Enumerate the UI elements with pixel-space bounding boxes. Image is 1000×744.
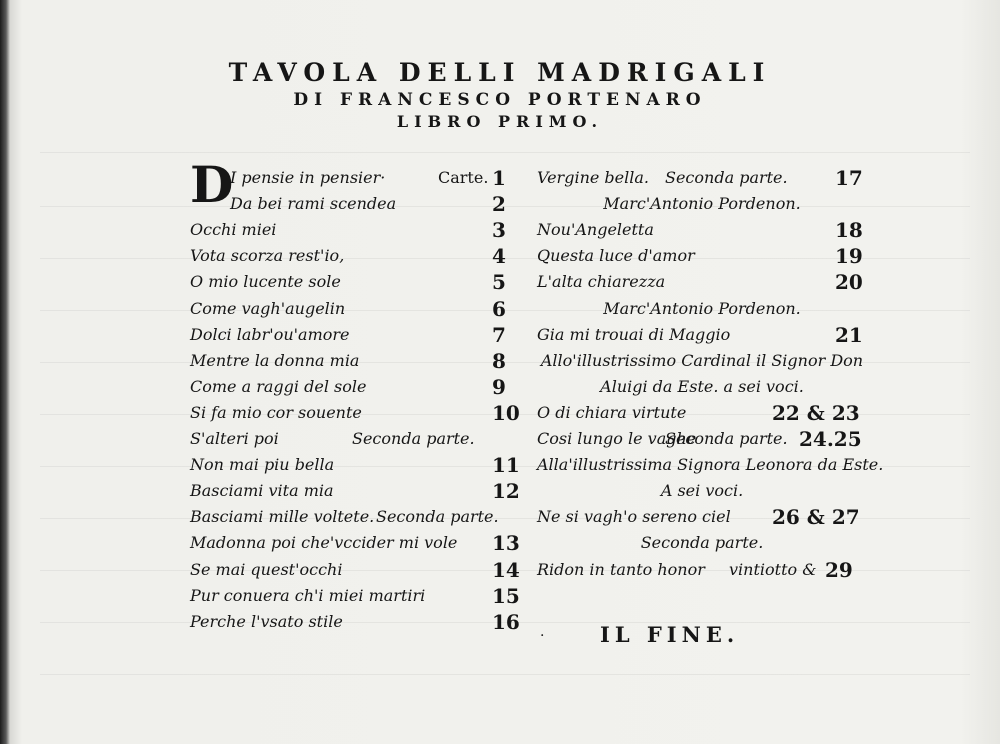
entry-note: vintiotto & xyxy=(729,559,817,579)
entry-page-number: 15 xyxy=(492,583,520,608)
dedication-line: Marc'Antonio Pordenon. xyxy=(603,298,801,318)
index-entry xyxy=(537,400,867,426)
entry-page-number: 3 xyxy=(492,218,506,243)
separator-dot: · xyxy=(540,628,545,644)
entry-page-number: 20 xyxy=(835,270,863,295)
index-entry xyxy=(537,557,867,583)
entry-title: Mentre la donna mia xyxy=(190,350,360,370)
index-entry xyxy=(190,243,520,269)
entry-page-number: 18 xyxy=(835,218,863,243)
dedication-line: Alla'illustrissima Signora Leonora da Este. xyxy=(537,455,884,475)
index-entry xyxy=(537,269,867,295)
entry-title: Vota scorza rest'io, xyxy=(190,246,345,266)
index-entry xyxy=(537,322,867,348)
entry-page-number: 12 xyxy=(492,479,520,504)
dedication-line: Allo'illustrissimo Cardinal il Signor Don xyxy=(540,350,864,370)
index-entry xyxy=(190,217,520,243)
index-entry xyxy=(190,530,520,556)
entry-title: Nou'Angeletta xyxy=(537,220,654,240)
index-entry xyxy=(190,374,520,400)
entry-page-number: 19 xyxy=(835,244,863,269)
index-entry xyxy=(190,478,520,504)
entry-title: Dolci labr'ou'amore xyxy=(190,324,350,344)
entry-page-number: 1 xyxy=(492,166,506,190)
dedication-line: Marc'Antonio Pordenon. xyxy=(603,194,801,214)
entry-title: Questa luce d'amor xyxy=(537,246,695,266)
entry-note: Seconda parte. xyxy=(376,507,499,527)
entry-page-number: 2 xyxy=(492,192,506,217)
index-entry xyxy=(190,269,520,295)
index-entry xyxy=(190,348,520,374)
entry-title: Si fa mio cor souente xyxy=(190,402,362,422)
entry-title: Ridon in tanto honor xyxy=(537,559,705,579)
entry-page-number: 29 xyxy=(825,557,853,582)
entry-note: Carte. xyxy=(438,168,489,187)
entry-page-number: 9 xyxy=(492,374,506,399)
entry-title: Come vagh'augelin xyxy=(190,298,346,318)
entry-title: Ne si vagh'o sereno ciel xyxy=(537,507,731,527)
entry-title: Madonna poi che'vccider mi vole xyxy=(190,533,458,553)
entry-title: Vergine bella. xyxy=(537,168,649,187)
entry-page-number: 6 xyxy=(492,296,506,321)
index-entry xyxy=(537,426,867,452)
dedication-line: Aluigi da Este. a sei voci. xyxy=(600,376,804,396)
page-subtitle-book: LIBRO PRIMO. xyxy=(396,112,604,131)
index-entry xyxy=(537,165,867,191)
entry-page-number: 10 xyxy=(492,400,520,425)
show-through-line xyxy=(40,674,970,675)
entry-title: Pur conuera ch'i miei martiri xyxy=(190,585,426,605)
entry-title: Occhi miei xyxy=(190,220,277,240)
dedication-line: A sei voci. xyxy=(660,481,744,501)
index-entry xyxy=(190,583,520,609)
index-entry xyxy=(190,296,520,322)
drop-cap: D xyxy=(190,155,234,214)
entry-title: Gia mi trouai di Maggio xyxy=(537,324,731,344)
index-entry xyxy=(537,243,867,269)
page-title: TAVOLA DELLI MADRIGALI xyxy=(228,58,772,87)
index-entry xyxy=(190,452,520,478)
index-entry xyxy=(190,426,520,452)
index-entry xyxy=(190,165,520,191)
entry-page-number: 11 xyxy=(492,453,520,478)
entry-page-number: 22 & 23 xyxy=(772,400,860,425)
entry-title: Non mai piu bella xyxy=(190,455,335,475)
entry-page-number: 7 xyxy=(492,322,506,347)
page-subtitle-author: DI FRANCESCO PORTENARO xyxy=(293,90,707,110)
entry-title: Da bei rami scendea xyxy=(230,194,397,214)
entry-title: I pensie in pensier· xyxy=(230,168,386,187)
entry-note: Seconda parte. xyxy=(352,429,475,448)
entry-title: Se mai quest'occhi xyxy=(190,559,343,579)
entry-title: L'alta chiarezza xyxy=(537,272,666,292)
index-entry xyxy=(537,504,867,530)
entry-note: Seconda parte. xyxy=(665,429,788,448)
entry-title: Basciami vita mia xyxy=(190,481,334,501)
index-entry xyxy=(190,322,520,348)
entry-page-number: 13 xyxy=(492,531,520,556)
entry-page-number: 17 xyxy=(835,166,863,190)
entry-title: Perche l'vsato stile xyxy=(190,611,343,631)
entry-title: S'alteri poi xyxy=(190,429,279,448)
entry-note: Seconda parte. xyxy=(665,168,788,187)
index-entry xyxy=(537,217,867,243)
entry-page-number: 21 xyxy=(835,322,863,347)
entry-page-number: 24.25 xyxy=(799,427,862,451)
show-through-line xyxy=(40,152,970,153)
entry-page-number: 26 & 27 xyxy=(772,505,860,530)
entry-page-number: 4 xyxy=(492,244,506,269)
index-entry xyxy=(190,557,520,583)
entry-title: Come a raggi del sole xyxy=(190,376,367,396)
entry-page-number: 5 xyxy=(492,270,506,295)
index-entry xyxy=(190,504,520,530)
entry-title: Cosi lungo le vaghe xyxy=(537,429,697,448)
index-entry xyxy=(190,400,520,426)
entry-title: O mio lucente sole xyxy=(190,272,341,292)
entry-page-number: 8 xyxy=(492,348,506,373)
entry-title: Basciami mille voltete. xyxy=(190,507,375,527)
entry-page-number: 16 xyxy=(492,609,520,634)
entry-page-number: 14 xyxy=(492,557,520,582)
dedication-line: Seconda parte. xyxy=(640,533,764,553)
end-mark: IL FINE. xyxy=(600,622,740,647)
index-entry xyxy=(190,609,520,635)
entry-title: O di chiara virtute xyxy=(537,402,687,422)
index-entry xyxy=(190,191,520,217)
